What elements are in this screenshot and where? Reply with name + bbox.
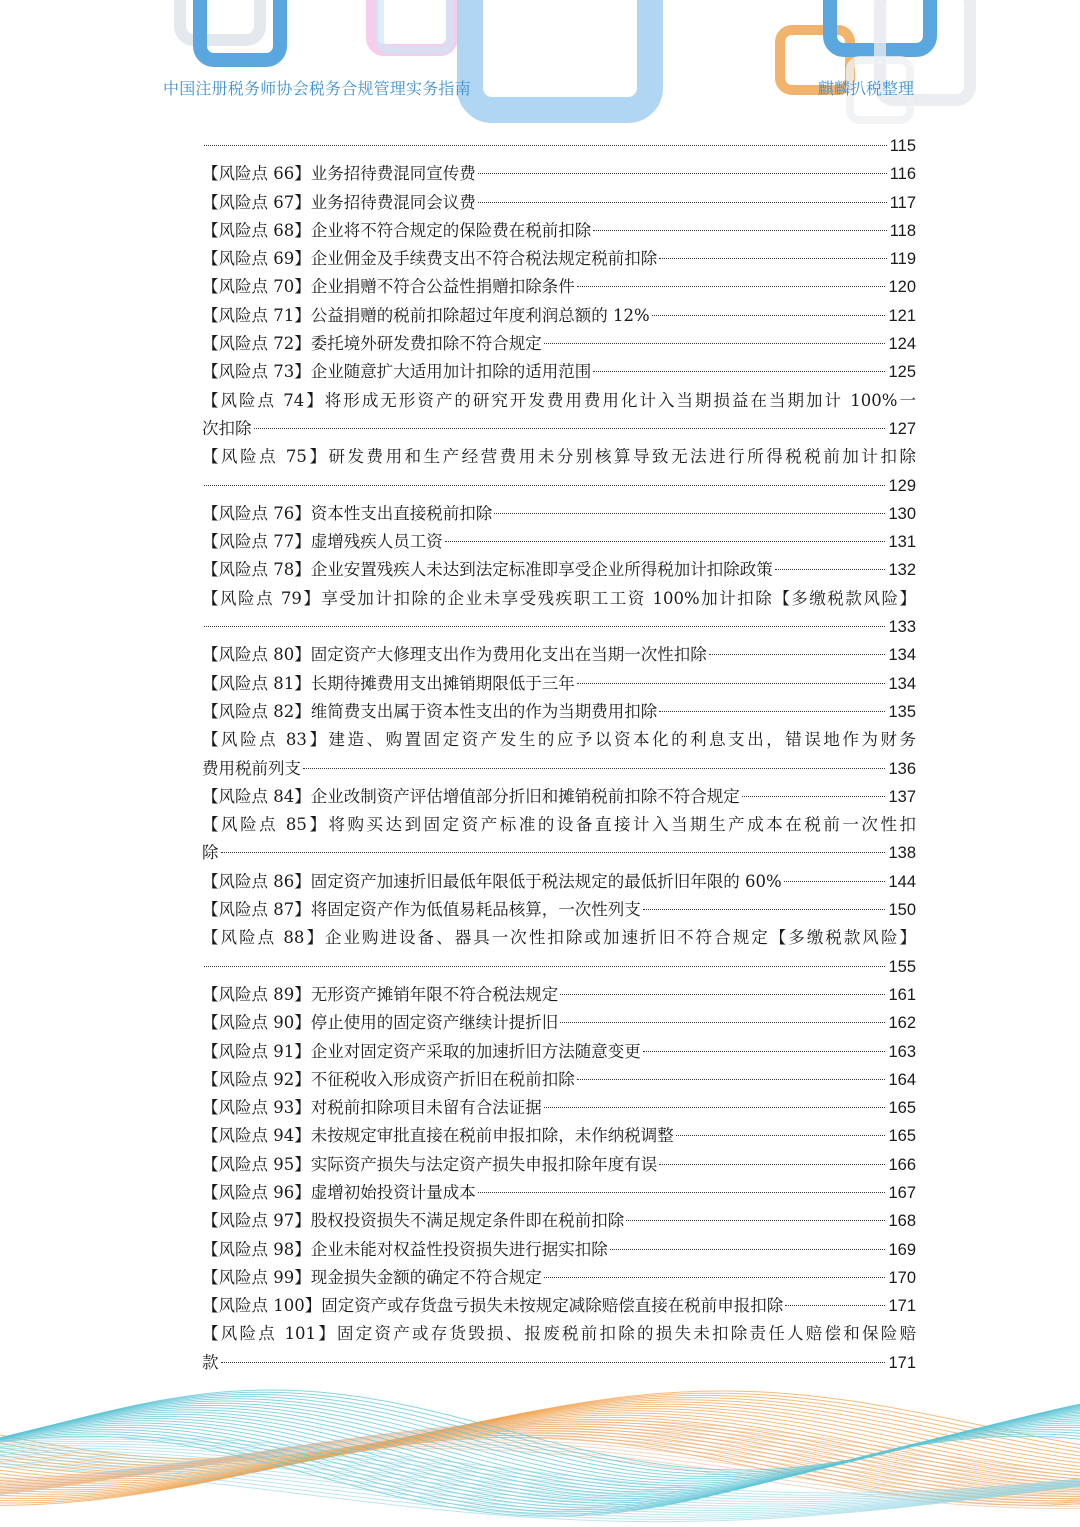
toc-entry[interactable] <box>202 726 916 754</box>
toc-entry[interactable] <box>202 132 916 160</box>
toc-page-number: 115 <box>889 137 916 155</box>
toc-entry-title-cont: 款 <box>202 1352 219 1372</box>
toc-page-number: 118 <box>889 221 916 240</box>
toc-page-number: 127 <box>888 419 916 438</box>
toc-entry[interactable] <box>202 245 916 273</box>
toc-page-number: 124 <box>888 335 916 354</box>
header-decoration <box>0 0 1080 140</box>
toc-entry-title: 【风险点 98】企业未能对权益性投资损失进行据实扣除 <box>202 1239 608 1259</box>
toc-entry-continuation[interactable] <box>202 953 916 981</box>
toc-entry-title: 【风险点 72】委托境外研发费扣除不符合规定 <box>202 334 542 354</box>
leader-dots <box>478 173 887 174</box>
toc-entry-title: 【风险点 82】维简费支出属于资本性支出的作为当期费用扣除 <box>202 701 658 721</box>
toc-entry-title: 【风险点 71】公益捐赠的税前扣除超过年度利润总额的 12% <box>202 305 650 325</box>
toc-entry-title: 【风险点 68】企业将不符合规定的保险费在税前扣除 <box>202 220 592 240</box>
toc-page-number: 137 <box>888 787 916 806</box>
leader-dots <box>577 683 886 684</box>
toc-entry-title: 【风险点 90】停止使用的固定资产继续计提折旧 <box>202 1013 559 1033</box>
toc-page-number: 131 <box>888 533 916 552</box>
toc-entry[interactable] <box>202 330 916 358</box>
toc-entry-title: 【风险点 95】实际资产损失与法定资产损失申报扣除年度有误 <box>202 1154 658 1174</box>
toc-entry[interactable] <box>202 670 916 698</box>
leader-dots <box>659 1164 885 1165</box>
leader-dots <box>610 1249 886 1250</box>
header-title: 中国注册税务师协会税务合规管理实务指南 <box>163 79 471 98</box>
toc-entry[interactable] <box>202 1122 916 1150</box>
leader-dots <box>204 966 885 967</box>
leader-dots <box>494 513 885 514</box>
toc-entry-title: 【风险点 80】固定资产大修理支出作为费用化支出在当期一次性扣除 <box>202 645 707 665</box>
leader-dots <box>784 881 886 882</box>
toc-entry[interactable] <box>202 1320 916 1348</box>
toc-entry-title: 【风险点 94】未按规定审批直接在税前申报扣除，未作纳税调整 <box>202 1126 674 1146</box>
toc-entry-title-cont: 费用税前列支 <box>202 758 301 778</box>
toc-entry[interactable] <box>202 1066 916 1094</box>
toc-entry-continuation[interactable] <box>202 755 916 783</box>
toc-page-number: 171 <box>888 1353 916 1372</box>
toc-page-number: 168 <box>888 1212 916 1231</box>
leader-dots <box>204 485 885 486</box>
toc-entry-continuation[interactable] <box>202 613 916 641</box>
leader-dots <box>593 230 886 231</box>
toc-page-number: 144 <box>888 872 916 891</box>
deco-square-grey <box>180 0 260 40</box>
toc-entry-title: 【风险点 79】享受加计扣除的企业未享受残疾职工工资 100%加计扣除【多缴税款风险】 <box>202 588 916 608</box>
toc-page-number: 165 <box>888 1127 916 1146</box>
toc-entry-title: 【风险点 67】业务招待费混同会议费 <box>202 192 476 212</box>
toc-page-number: 169 <box>888 1240 916 1259</box>
toc-page-number: 166 <box>888 1155 916 1174</box>
toc-page-number: 132 <box>888 561 916 580</box>
toc-entry-title: 【风险点 76】资本性支出直接税前扣除 <box>202 503 493 523</box>
leader-dots <box>643 1051 886 1052</box>
footer-wave-decoration <box>0 1370 1080 1527</box>
toc-entry[interactable] <box>202 641 916 669</box>
toc-entry[interactable] <box>202 1179 916 1207</box>
toc-entry-title-cont: 次扣除 <box>202 418 252 438</box>
toc-entry[interactable] <box>202 189 916 217</box>
toc-entry-title: 【风险点 100】固定资产或存货盘亏损失未按规定减除赔偿直接在税前申报扣除 <box>202 1296 784 1316</box>
toc-entry-continuation[interactable] <box>202 472 916 500</box>
toc-entry-title: 【风险点 86】固定资产加速折旧最低年限低于税法规定的最低折旧年限的 60% <box>202 871 782 891</box>
toc-entry[interactable] <box>202 1236 916 1264</box>
toc-entry-title: 【风险点 91】企业对固定资产采取的加速折旧方法随意变更 <box>202 1041 641 1061</box>
leader-dots <box>478 1192 886 1193</box>
leader-dots <box>303 768 885 769</box>
toc-page-number: 161 <box>888 985 916 1004</box>
leader-dots <box>659 258 886 259</box>
toc-page-number: 125 <box>888 363 916 382</box>
header-author: 麒麟扒税整理 <box>817 79 914 98</box>
toc-entry-title-cont: 除 <box>202 843 219 863</box>
leader-dots <box>544 1107 886 1108</box>
toc-entry-title: 【风险点 75】研发费用和生产经营费用未分别核算导致无法进行所得税税前加计扣除 <box>202 447 916 467</box>
toc-page-number: 135 <box>888 702 916 721</box>
leader-dots <box>643 909 886 910</box>
toc-page-number: 171 <box>888 1297 916 1316</box>
toc-entry-continuation[interactable] <box>202 415 916 443</box>
leader-dots <box>445 541 886 542</box>
toc-entry-title: 【风险点 84】企业改制资产评估增值部分折旧和摊销税前扣除不符合规定 <box>202 786 740 806</box>
leader-dots <box>593 371 885 372</box>
toc-entry-title: 【风险点 96】虚增初始投资计量成本 <box>202 1182 476 1202</box>
toc-entry-title: 【风险点 69】企业佣金及手续费支出不符合税法规定税前扣除 <box>202 249 658 269</box>
toc-entry-title: 【风险点 93】对税前扣除项目未留有合法证据 <box>202 1098 542 1118</box>
toc-entry[interactable] <box>202 924 916 952</box>
leader-dots <box>577 286 886 287</box>
toc-entry[interactable] <box>202 528 916 556</box>
toc-entry[interactable] <box>202 556 916 584</box>
toc-entry[interactable] <box>202 1038 916 1066</box>
toc-page-number: 121 <box>888 306 916 325</box>
toc-page-number: 120 <box>888 278 916 297</box>
leader-dots <box>544 1277 886 1278</box>
toc-entry[interactable] <box>202 273 916 301</box>
toc-entry[interactable] <box>202 585 916 613</box>
toc-entry-title: 【风险点 74】将形成无形资产的研究开发费用费用化计入当期损益在当期加计 100%一 <box>202 390 916 410</box>
toc-page-number: 134 <box>888 646 916 665</box>
toc-entry-title: 【风险点 83】建造、购置固定资产发生的应予以资本化的利息支出，错误地作为财务 <box>202 730 916 750</box>
toc-entry-title: 【风险点 101】固定资产或存货毁损、报废税前扣除的损失未扣除责任人赔偿和保险赔 <box>202 1324 916 1344</box>
toc-page-number: 119 <box>889 250 916 269</box>
toc-entry-title: 【风险点 85】将购买达到固定资产标准的设备直接计入当期生产成本在税前一次性扣 <box>202 815 916 835</box>
leader-dots <box>204 626 885 627</box>
table-of-contents <box>202 132 916 1377</box>
toc-entry-title: 【风险点 66】业务招待费混同宣传费 <box>202 164 476 184</box>
leader-dots <box>676 1135 886 1136</box>
toc-page-number: 165 <box>888 1099 916 1118</box>
toc-entry[interactable] <box>202 896 916 924</box>
toc-entry[interactable] <box>202 160 916 188</box>
leader-dots <box>560 1022 885 1023</box>
toc-entry-title: 【风险点 78】企业安置残疾人未达到法定标准即享受企业所得税加计扣除政策 <box>202 560 773 580</box>
toc-entry-continuation[interactable] <box>202 839 916 867</box>
toc-entry[interactable] <box>202 698 916 726</box>
toc-entry[interactable] <box>202 1207 916 1235</box>
leader-dots <box>659 711 885 712</box>
toc-entry-title: 【风险点 77】虚增残疾人员工资 <box>202 532 443 552</box>
toc-entry[interactable] <box>202 358 916 386</box>
toc-page-number: 117 <box>889 193 916 212</box>
toc-page-number: 163 <box>888 1042 916 1061</box>
toc-entry[interactable] <box>202 217 916 245</box>
toc-entry-title: 【风险点 73】企业随意扩大适用加计扣除的适用范围 <box>202 362 592 382</box>
toc-page-number: 133 <box>888 618 916 637</box>
toc-entry[interactable] <box>202 443 916 471</box>
leader-dots <box>204 145 887 146</box>
toc-entry[interactable] <box>202 868 916 896</box>
toc-page-number: 138 <box>888 844 916 863</box>
toc-entry[interactable] <box>202 811 916 839</box>
toc-page-number: 130 <box>888 504 916 523</box>
toc-page-number: 164 <box>888 1070 916 1089</box>
leader-dots <box>775 569 886 570</box>
toc-entry[interactable] <box>202 1151 916 1179</box>
leader-dots <box>709 654 886 655</box>
leader-dots <box>785 1305 885 1306</box>
toc-page-number: 150 <box>888 901 916 920</box>
toc-page-number: 167 <box>888 1183 916 1202</box>
toc-entry[interactable] <box>202 302 916 330</box>
toc-entry-title: 【风险点 89】无形资产摊销年限不符合税法规定 <box>202 984 559 1004</box>
toc-page-number: 136 <box>888 759 916 778</box>
toc-page-number: 155 <box>888 957 916 976</box>
toc-entry-title: 【风险点 70】企业捐赠不符合公益性捐赠扣除条件 <box>202 277 575 297</box>
toc-entry[interactable] <box>202 500 916 528</box>
deco-square-blue-center <box>470 0 650 110</box>
leader-dots <box>478 202 887 203</box>
toc-entry-title: 【风险点 92】不征税收入形成资产折旧在税前扣除 <box>202 1069 575 1089</box>
deco-square-blue-left <box>200 0 280 60</box>
toc-entry[interactable] <box>202 1292 916 1320</box>
toc-page-number: 129 <box>888 476 916 495</box>
leader-dots <box>544 343 886 344</box>
toc-entry-title: 【风险点 99】现金损失金额的确定不符合规定 <box>202 1267 542 1287</box>
toc-entry-title: 【风险点 87】将固定资产作为低值易耗品核算，一次性列支 <box>202 900 641 920</box>
toc-entry[interactable] <box>202 981 916 1009</box>
toc-entry-title: 【风险点 81】长期待摊费用支出摊销期限低于三年 <box>202 673 575 693</box>
toc-page-number: 116 <box>889 165 916 184</box>
leader-dots <box>221 852 886 853</box>
toc-entry[interactable] <box>202 783 916 811</box>
leader-dots <box>254 428 886 429</box>
leader-dots <box>221 1362 886 1363</box>
toc-page-number: 170 <box>888 1268 916 1287</box>
toc-page-number: 162 <box>888 1014 916 1033</box>
toc-entry-title: 【风险点 88】企业购进设备、器具一次性扣除或加速折旧不符合规定【多缴税款风险】 <box>202 928 916 948</box>
leader-dots <box>742 796 886 797</box>
leader-dots <box>560 994 885 995</box>
leader-dots <box>652 315 886 316</box>
leader-dots <box>577 1079 886 1080</box>
toc-entry[interactable] <box>202 1009 916 1037</box>
toc-entry[interactable] <box>202 1264 916 1292</box>
toc-page-number: 134 <box>888 674 916 693</box>
leader-dots <box>626 1220 885 1221</box>
toc-entry-title: 【风险点 97】股权投资损失不满足规定条件即在税前扣除 <box>202 1211 625 1231</box>
toc-entry[interactable] <box>202 1094 916 1122</box>
toc-entry[interactable] <box>202 387 916 415</box>
